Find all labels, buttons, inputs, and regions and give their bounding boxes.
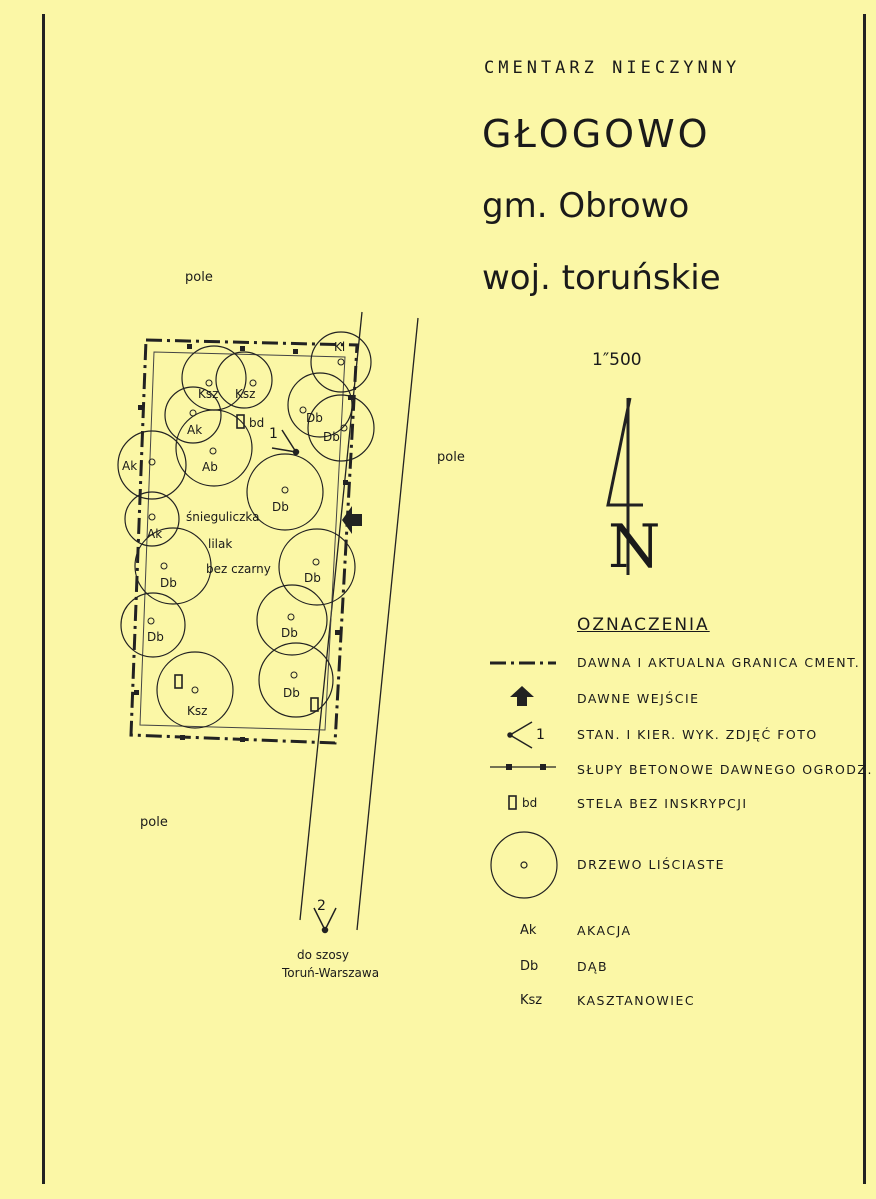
legend-entrance-symbol bbox=[510, 686, 534, 706]
scale-label: 1″500 bbox=[592, 350, 642, 370]
stela-label: bd bbox=[249, 416, 265, 430]
field-label-right: pole bbox=[437, 450, 465, 465]
legend-photo-label: 1 bbox=[536, 727, 545, 743]
abbr-name: DĄB bbox=[577, 959, 609, 974]
tree-label-db: Db bbox=[306, 411, 323, 425]
legend-photo-symbol bbox=[508, 722, 532, 748]
stela-3 bbox=[311, 698, 318, 711]
tree-label-ksz: Ksz bbox=[235, 387, 256, 401]
field-label-top: pole bbox=[185, 270, 213, 285]
abbr-code: Ksz bbox=[520, 993, 543, 1008]
photo-station-2-number: 2 bbox=[317, 898, 326, 914]
stela-2 bbox=[175, 675, 182, 688]
abbr-code: Db bbox=[520, 959, 539, 974]
tree-label-db: Db bbox=[323, 430, 340, 444]
legend-stela-symbol bbox=[509, 796, 516, 809]
legend-item: DAWNA I AKTUALNA GRANICA CMENT. bbox=[577, 655, 861, 670]
legend-title: OZNACZENIA bbox=[577, 615, 710, 635]
legend-item: DRZEWO LIŚCIASTE bbox=[577, 857, 725, 872]
former-entrance-arrow bbox=[342, 506, 362, 534]
legend-stela-label: bd bbox=[522, 796, 538, 810]
cemetery-status: CMENTARZ NIECZYNNY bbox=[484, 58, 741, 78]
tree-label-db: Db bbox=[304, 571, 321, 585]
tree-label-ksz: Ksz bbox=[198, 387, 219, 401]
tree-label-ksz: Ksz bbox=[187, 704, 208, 718]
legend-item: STAN. I KIER. WYK. ZDJĘĆ FOTO bbox=[577, 727, 818, 742]
legend-item: DAWNE WEJŚCIE bbox=[577, 691, 700, 706]
legend-tree-symbol bbox=[491, 832, 557, 898]
plant-label: śnieguliczka bbox=[186, 510, 260, 524]
field-label-bottom: pole bbox=[140, 815, 168, 830]
north-label: N bbox=[608, 512, 661, 582]
tree-label-db: Db bbox=[160, 576, 177, 590]
tree-label-ak: Ak bbox=[187, 423, 203, 437]
road-edge-right bbox=[357, 318, 418, 930]
village-title: GŁOGOWO bbox=[482, 112, 711, 156]
photo-station-1-number: 1 bbox=[269, 426, 278, 442]
plant-label: bez czarny bbox=[206, 562, 271, 576]
tree-label-ak: Ak bbox=[147, 527, 163, 541]
tree-label-db: Db bbox=[281, 626, 298, 640]
legend-post-symbol bbox=[490, 764, 556, 770]
tree-label-ak: Ak bbox=[122, 459, 138, 473]
legend-item: STELA BEZ INSKRYPCJI bbox=[577, 796, 748, 811]
tree-label-kl: Kl bbox=[334, 340, 346, 354]
road-label: Toruń-Warszawa bbox=[282, 966, 380, 980]
plant-label: lilak bbox=[208, 537, 233, 551]
legend-item: SŁUPY BETONOWE DAWNEGO OGRODZ. bbox=[577, 762, 873, 777]
tree-label-ab: Ab bbox=[202, 460, 218, 474]
abbr-name: KASZTANOWIEC bbox=[577, 993, 696, 1008]
tree-label-db: Db bbox=[283, 686, 300, 700]
voivodeship-title: woj. toruńskie bbox=[482, 258, 721, 298]
tree-label-db: Db bbox=[272, 500, 289, 514]
commune-title: gm. Obrowo bbox=[482, 186, 690, 226]
tree-label-db: Db bbox=[147, 630, 164, 644]
abbr-name: AKACJA bbox=[577, 923, 632, 938]
abbr-code: Ak bbox=[520, 923, 537, 938]
road-label: do szosy bbox=[297, 948, 350, 962]
